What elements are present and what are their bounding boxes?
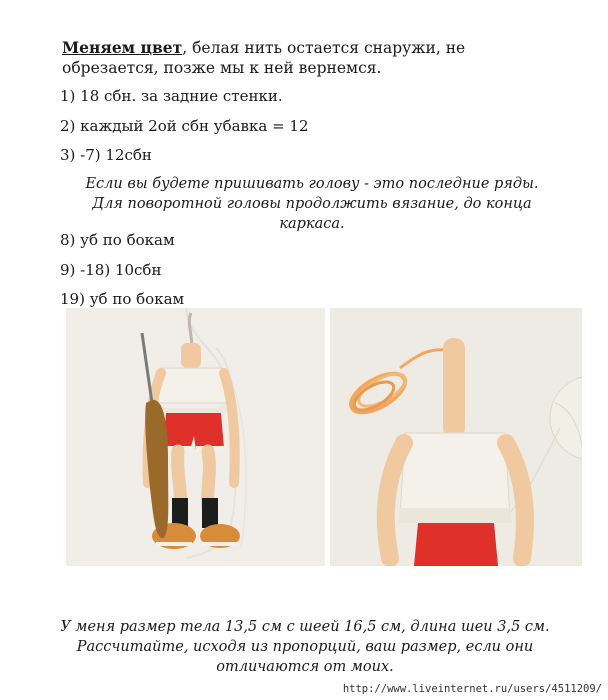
watermark-url: http://www.liveinternet.ru/users/4511209/ <box>342 683 602 695</box>
doll-back-illustration <box>330 308 582 566</box>
intro-bold: Меняем цвет <box>62 38 183 57</box>
italic-note: Если вы будете пришивать голову - это последние ряды. Для поворотной головы продолжить вязание, до конца каркаса. <box>85 176 539 232</box>
footer-note: У меня размер тела 13,5 см с шеей 16,5 см, длина шеи 3,5 см. Рассчитайте, исходя из пропорций, ваш размер, если они отличаются от моих. <box>60 619 550 675</box>
photo-doll-front <box>66 308 325 566</box>
intro-paragraph <box>62 38 562 78</box>
doll-front-illustration <box>66 308 325 566</box>
intro-text: , белая нить остается снаружи, не обрезается, позже мы к ней вернемся. <box>62 39 466 77</box>
step-2: 2) каждый 2ой сбн убавка = 12 <box>60 117 309 135</box>
step-4: 8) уб по бокам <box>60 231 175 249</box>
photo-doll-back <box>330 308 582 566</box>
step-6: 19) уб по бокам <box>60 290 185 308</box>
step-3: 3) -7) 12сбн <box>60 146 152 164</box>
step-5: 9) -18) 10сбн <box>60 261 162 279</box>
step-1: 1) 18 сбн. за задние стенки. <box>60 87 283 105</box>
